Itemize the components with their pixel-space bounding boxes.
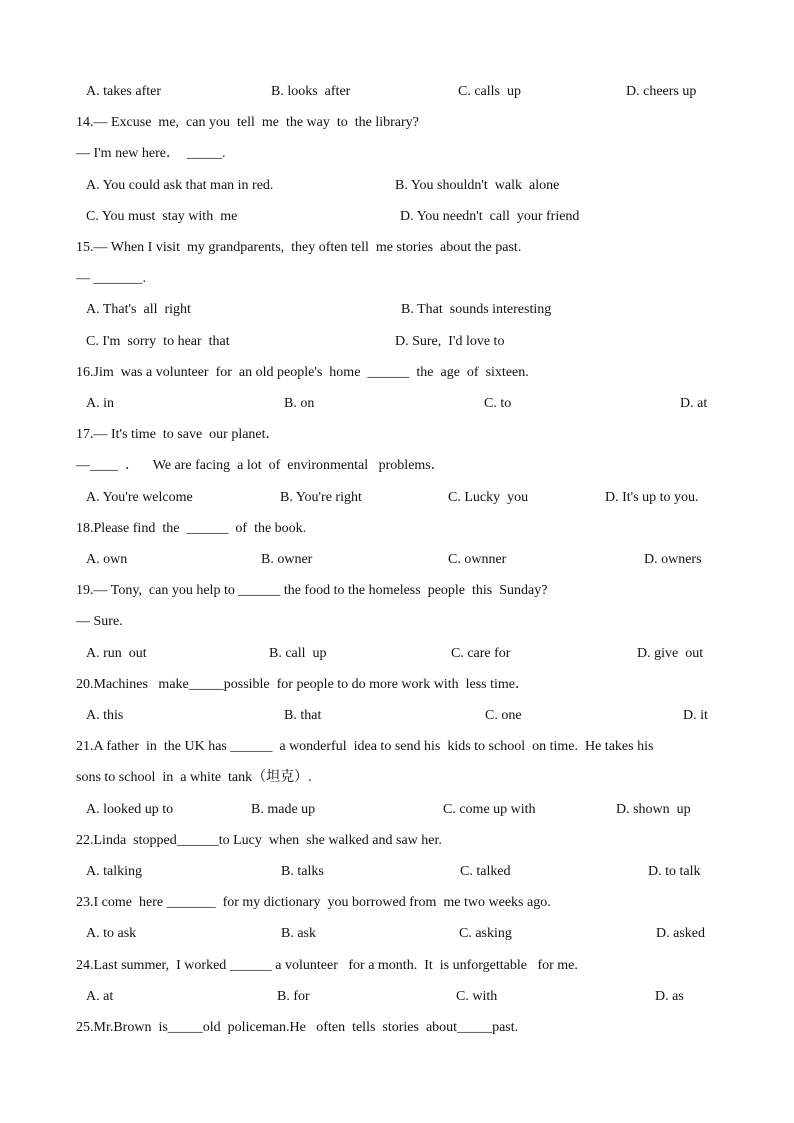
q24-option-a: A. at xyxy=(86,989,114,1004)
q20-option-c: C. one xyxy=(485,708,522,723)
q16-stem: 16.Jim was a volunteer for an old people's home ______ the age of sixteen. xyxy=(76,365,529,380)
q25-stem: 25.Mr.Brown is_____old policeman.He often tells stories about_____past. xyxy=(76,1020,519,1035)
q17-stem: 17.— It's time to save our planet． xyxy=(76,427,280,442)
q23-option-c: C. asking xyxy=(459,926,512,941)
q13-option-c: C. calls up xyxy=(458,84,521,99)
q17-reply: —____ ． We are facing a lot of environmental problems． xyxy=(76,458,445,473)
q13-option-d: D. cheers up xyxy=(626,84,697,99)
q17-option-b: B. You're right xyxy=(280,490,362,505)
q20-option-b: B. that xyxy=(284,708,322,723)
q22-option-c: C. talked xyxy=(460,864,511,879)
q15-reply: — _______. xyxy=(76,271,146,286)
q19-option-c: C. care for xyxy=(451,646,511,661)
q17-option-c: C. Lucky you xyxy=(448,490,529,505)
q17-option-a: A. You're welcome xyxy=(86,490,193,505)
q14-option-d: D. You needn't call your friend xyxy=(400,209,580,224)
q16-option-a: A. in xyxy=(86,396,114,411)
q18-option-a: A. own xyxy=(86,552,128,567)
q24-stem: 24.Last summer, I worked ______ a volunteer for a month. It is unforgettable for me. xyxy=(76,958,578,973)
q13-option-a: A. takes after xyxy=(86,84,162,99)
q19-option-b: B. call up xyxy=(269,646,327,661)
q23-option-d: D. asked xyxy=(656,926,705,941)
q16-option-c: C. to xyxy=(484,396,512,411)
q15-option-a: A. That's all right xyxy=(86,302,191,317)
q16-option-d: D. at xyxy=(680,396,708,411)
q19-reply: — Sure. xyxy=(76,614,123,629)
q18-stem: 18.Please find the ______ of the book. xyxy=(76,521,307,536)
q24-option-d: D. as xyxy=(655,989,684,1004)
q13-option-b: B. looks after xyxy=(271,84,351,99)
q23-option-b: B. ask xyxy=(281,926,316,941)
q21-option-b: B. made up xyxy=(251,802,316,817)
q20-option-a: A. this xyxy=(86,708,124,723)
q15-option-b: B. That sounds interesting xyxy=(401,302,552,317)
q23-option-a: A. to ask xyxy=(86,926,137,941)
q14-option-b: B. You shouldn't walk alone xyxy=(395,178,560,193)
q18-option-d: D. owners xyxy=(644,552,702,567)
q18-option-c: C. ownner xyxy=(448,552,507,567)
q21-option-a: A. looked up to xyxy=(86,802,174,817)
q20-stem: 20.Machines make_____possible for people to do more work with less time． xyxy=(76,677,529,692)
q14-stem: 14.— Excuse me, can you tell me the way to the library? xyxy=(76,115,419,130)
q15-option-d: D. Sure, I'd love to xyxy=(395,334,505,349)
q19-option-a: A. run out xyxy=(86,646,147,661)
q22-stem: 22.Linda stopped______to Lucy when she walked and saw her. xyxy=(76,833,442,848)
q16-option-b: B. on xyxy=(284,396,315,411)
q15-stem: 15.— When I visit my grandparents, they often tell me stories about the past. xyxy=(76,240,522,255)
q22-option-a: A. talking xyxy=(86,864,142,879)
q14-option-c: C. You must stay with me xyxy=(86,209,238,224)
q22-option-b: B. talks xyxy=(281,864,324,879)
q21-stem-continued: sons to school in a white tank（坦克）. xyxy=(76,770,312,785)
q21-option-d: D. shown up xyxy=(616,802,691,817)
q21-option-c: C. come up with xyxy=(443,802,536,817)
q21-stem: 21.A father in the UK has ______ a wonderful idea to send his kids to school on time. He takes his xyxy=(76,739,654,754)
q14-reply: — I'm new here． _____. xyxy=(76,146,226,161)
q24-option-c: C. with xyxy=(456,989,498,1004)
q15-option-c: C. I'm sorry to hear that xyxy=(86,334,230,349)
q14-option-a: A. You could ask that man in red. xyxy=(86,178,274,193)
q23-stem: 23.I come here _______ for my dictionary you borrowed from me two weeks ago. xyxy=(76,895,551,910)
q20-option-d: D. it xyxy=(683,708,708,723)
q17-option-d: D. It's up to you. xyxy=(605,490,699,505)
q22-option-d: D. to talk xyxy=(648,864,701,879)
q19-option-d: D. give out xyxy=(637,646,704,661)
q24-option-b: B. for xyxy=(277,989,310,1004)
q18-option-b: B. owner xyxy=(261,552,313,567)
q19-stem: 19.— Tony, can you help to ______ the food to the homeless people this Sunday? xyxy=(76,583,548,598)
